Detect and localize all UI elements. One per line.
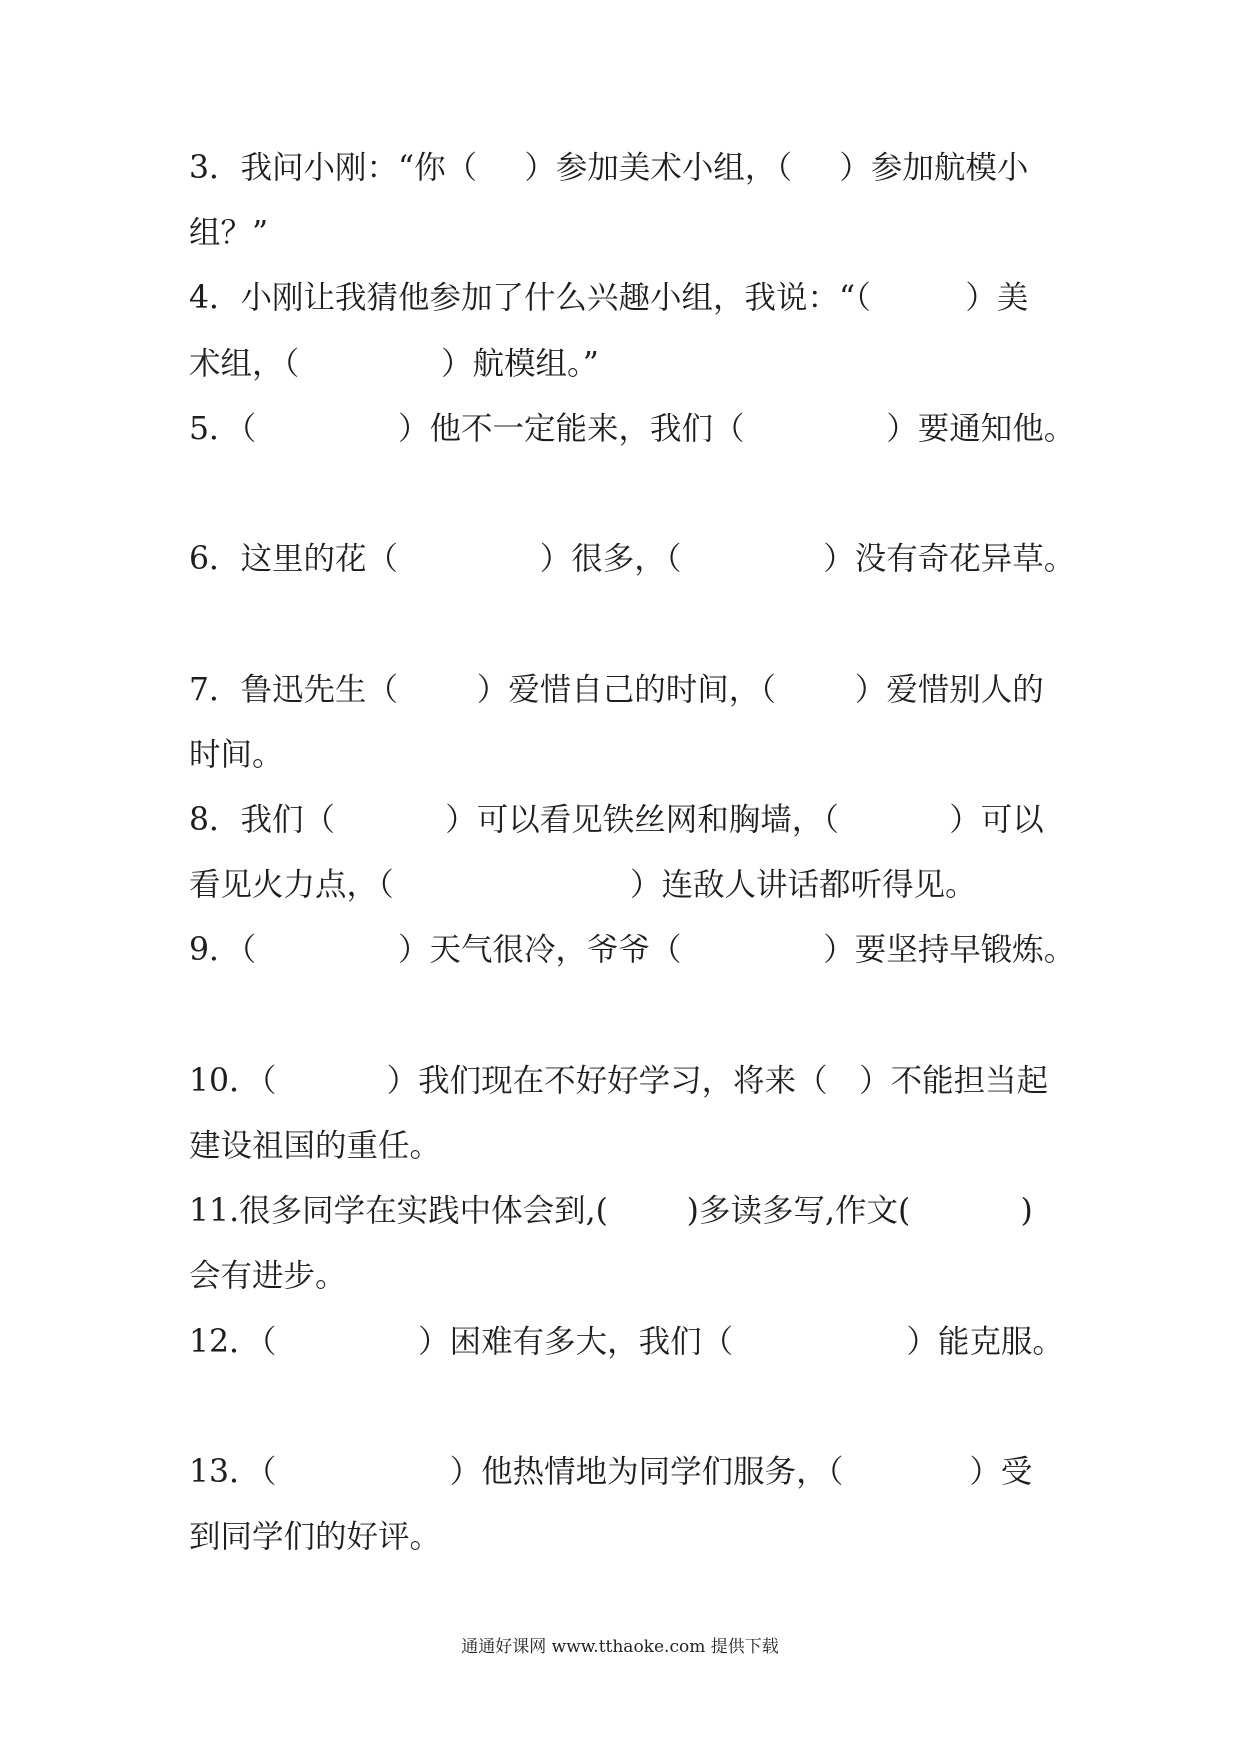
question-9: [189, 918, 1189, 1048]
question-11: [189, 1179, 1189, 1309]
footer-credit: 通通好课网 www.tthaoke.com 提供下载: [461, 1637, 779, 1657]
question-7-line-2: 时间。: [189, 736, 284, 773]
question-4-line-1: 4．小刚让我猜他参加了什么兴趣小组，我说：“（ ）美: [189, 280, 1029, 317]
question-11-line-2: 会有进步。: [189, 1258, 347, 1295]
question-13-line-2: 到同学们的好评。: [189, 1519, 442, 1556]
question-6: [189, 527, 1189, 657]
question-3: [189, 136, 1189, 266]
question-10: [189, 1049, 1189, 1179]
question-3-line-1: 3．我问小刚：“你（ ）参加美术小组，（ ）参加航模小: [189, 150, 1029, 186]
question-8-line-1: 8．我们（ ）可以看见铁丝网和胸墙，（ ）可以: [189, 801, 1044, 838]
worksheet-questions: [189, 136, 1189, 1570]
question-6-line-1: 6．这里的花（ ）很多，（ ）没有奇花异草。: [189, 541, 1076, 578]
question-10-line-1: 10．（ ）我们现在不好好学习，将来（ ）不能担当起: [189, 1062, 1049, 1099]
question-3-line-2: 组？”: [189, 215, 269, 252]
question-12-line-1: 12．（ ）困难有多大，我们（ ）能克服。: [189, 1323, 1064, 1360]
question-4: [189, 266, 1189, 396]
question-4-line-2: 术组，（ ）航模组。”: [189, 345, 599, 382]
question-8: [189, 788, 1189, 918]
question-13: [189, 1440, 1189, 1570]
question-10-line-2: 建设祖国的重任。: [189, 1127, 442, 1164]
question-9-line-1: 9．（ ）天气很冷，爷爷（ ）要坚持早锻炼。: [189, 932, 1076, 969]
question-7-line-1: 7．鲁迅先生（ ）爱惜自己的时间，（ ）爱惜别人的: [189, 671, 1044, 708]
question-5-line-1: 5．（ ）他不一定能来，我们（ ）要通知他。: [189, 410, 1076, 447]
question-13-line-1: 13．（ ）他热情地为同学们服务，（ ）受: [189, 1453, 1033, 1490]
question-8-line-2: 看见火力点，（ ）连敌人讲话都听得见。: [189, 867, 977, 904]
question-5: [189, 397, 1189, 527]
question-11-line-1: 11.很多同学在实践中体会到,( )多读多写,作文( ): [189, 1193, 1033, 1230]
question-12: [189, 1310, 1189, 1440]
question-7: [189, 658, 1189, 788]
